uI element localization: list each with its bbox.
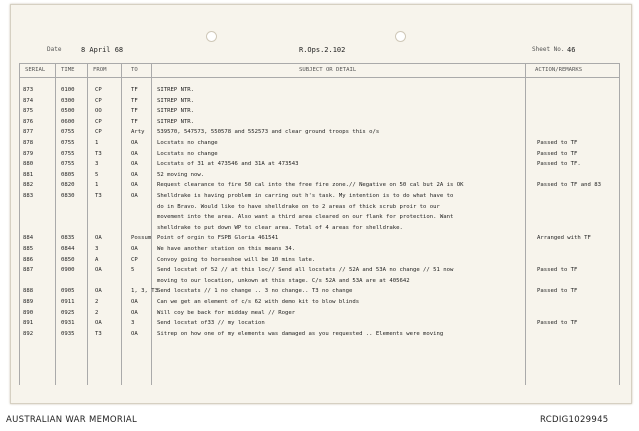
cell-time: 0100 <box>61 87 75 93</box>
cell-time: 0300 <box>61 97 75 104</box>
cell-to: OA <box>131 161 138 168</box>
cell-subject-line: Send locstats // 1 no change .. 3 no change.. T3 no change <box>157 288 353 295</box>
cell-serial: 876 <box>23 118 34 125</box>
cell-time: 0900 <box>61 267 75 274</box>
cell-time: 0755 <box>61 140 75 146</box>
cell-time: 0820 <box>61 182 75 189</box>
cell-from: 5 <box>95 171 99 178</box>
table-row <box>11 297 631 308</box>
cell-from: 3 <box>95 161 99 168</box>
cell-subject-line: Send locstat of 52 // at this loc// Send all locstats // 52A and 53A no change // 51 now <box>157 267 454 274</box>
cell-serial: 882 <box>23 182 34 189</box>
cell-serial: 883 <box>23 193 34 199</box>
cell-to: 5 <box>131 267 135 274</box>
cell-subject-line: SITREP NTR. <box>157 97 195 104</box>
table-row <box>11 170 631 181</box>
cell-from: T3 <box>95 150 102 157</box>
cell-serial: 892 <box>23 330 34 337</box>
cell-time: 0500 <box>61 108 75 115</box>
table-row <box>11 85 631 96</box>
cell-time: 0931 <box>61 320 75 327</box>
cell-subject-line: 539570, 547573, 550578 and 552573 and clear ground troops this o/s <box>157 129 380 136</box>
cell-from: 2 <box>95 299 99 305</box>
cell-from: OA <box>95 320 102 327</box>
column-header-from: FROM <box>93 67 107 73</box>
cell-from: CP <box>95 118 102 125</box>
cell-from: CP <box>95 97 102 104</box>
cell-subject-line: Locstats of 31 at 473546 and 31A at 473543 <box>157 161 299 168</box>
table-row <box>11 117 631 128</box>
cell-serial: 891 <box>23 320 34 327</box>
cell-time: 0805 <box>61 171 75 178</box>
cell-serial: 889 <box>23 299 34 305</box>
cell-serial: 886 <box>23 256 34 263</box>
cell-subject-line: Sitrep on how one of my elements was damaged as you requested .. Elements were moving <box>157 330 444 337</box>
column-header-time: TIME <box>61 67 75 73</box>
cell-to: 3 <box>131 320 135 327</box>
cell-subject-line: shelldrake to put down WP to clear area. Total of 4 areas for shelldrake. <box>157 224 403 231</box>
cell-time: 0905 <box>61 288 75 295</box>
cell-serial: 890 <box>23 309 34 316</box>
cell-serial: 888 <box>23 288 34 295</box>
cell-to: OA <box>131 140 138 146</box>
cell-to: CP <box>131 256 138 263</box>
date-label: Date <box>47 46 62 53</box>
table-row <box>11 308 631 319</box>
cell-from: 3 <box>95 246 99 252</box>
cell-from: OA <box>95 288 102 295</box>
column-header-serial: SERIAL <box>25 67 46 73</box>
cell-action: Passed to TF <box>537 267 578 274</box>
table-row <box>11 233 631 244</box>
cell-serial: 887 <box>23 267 34 274</box>
cell-action: Passed to TF. <box>537 161 581 168</box>
cell-action: Arranged with TF <box>537 235 591 242</box>
cell-serial: 877 <box>23 129 34 136</box>
cell-subject-line: SITREP NTR. <box>157 87 195 93</box>
table-row <box>11 329 631 340</box>
cell-to: TF <box>131 108 138 115</box>
cell-time: 0830 <box>61 193 75 199</box>
cell-time: 0911 <box>61 299 75 305</box>
cell-from: 1 <box>95 140 99 146</box>
cell-to: TF <box>131 118 138 125</box>
cell-to: TF <box>131 87 138 93</box>
table-row <box>11 149 631 160</box>
table-row <box>11 138 631 149</box>
cell-serial: 884 <box>23 235 34 242</box>
cell-from: 2 <box>95 309 99 316</box>
cell-to: OA <box>131 171 138 178</box>
table-row <box>11 106 631 117</box>
cell-action: Passed to TF <box>537 288 578 295</box>
table-row <box>11 265 631 286</box>
date-value: 8 April 68 <box>81 46 124 54</box>
table-top-rule <box>19 63 619 64</box>
cell-subject-line: Shelldrake is having problem in carring out h's task. My intention is to do what have to <box>157 193 454 199</box>
cell-to: Arty <box>131 129 145 136</box>
cell-time: 0755 <box>61 150 75 157</box>
table-header-rule <box>19 77 619 78</box>
sheet-value: 46 <box>567 46 576 54</box>
column-header-to: TO <box>131 67 138 73</box>
cell-subject-line: Can we get an element of c/s 62 with demo kit to blow blinds <box>157 299 360 305</box>
cell-from: CP <box>95 129 102 136</box>
cell-time: 0925 <box>61 309 75 316</box>
cell-from: CP <box>95 87 102 93</box>
footer-right: RCDIG1029945 <box>540 415 609 425</box>
cell-time: 0844 <box>61 246 75 252</box>
column-header-subject: SUBJECT OR DETAIL <box>299 67 357 73</box>
table-row <box>11 96 631 107</box>
table-row <box>11 255 631 266</box>
document-sheet <box>10 4 632 404</box>
cell-to: OA <box>131 299 138 305</box>
table-row <box>11 127 631 138</box>
cell-time: 0755 <box>61 161 75 168</box>
cell-subject-line: Locstats no change <box>157 140 218 146</box>
cell-to: OA <box>131 150 138 157</box>
cell-to: TF <box>131 97 138 104</box>
cell-to: OA <box>131 246 138 252</box>
cell-serial: 878 <box>23 140 34 146</box>
cell-to: OA <box>131 330 138 337</box>
cell-time: 0600 <box>61 118 75 125</box>
cell-serial: 881 <box>23 171 34 178</box>
cell-action: Passed to TF <box>537 320 578 327</box>
cell-serial: 875 <box>23 108 34 115</box>
cell-serial: 879 <box>23 150 34 157</box>
cell-subject-line: Convoy going to horseshoe will be 10 mins late. <box>157 256 316 263</box>
cell-from: T3 <box>95 193 102 199</box>
page-title: R.Ops.2.102 <box>299 46 346 54</box>
table-row <box>11 286 631 297</box>
cell-time: 0755 <box>61 129 75 136</box>
cell-subject-line: Request clearance to fire 50 cal into the free fire zone.// Negative on 50 cal but 2A is OK <box>157 182 464 189</box>
cell-subject-line: Will coy be back for midday meal // Roger <box>157 309 296 316</box>
cell-from: OA <box>95 267 102 274</box>
cell-action: Passed to TF <box>537 150 578 157</box>
punch-hole <box>206 31 217 42</box>
table-row <box>11 159 631 170</box>
cell-to: 1, 3, T3 <box>131 288 158 295</box>
cell-from: 1 <box>95 182 99 189</box>
cell-serial: 874 <box>23 97 34 104</box>
cell-serial: 885 <box>23 246 34 252</box>
cell-to: Possum <box>131 235 152 242</box>
cell-action: Passed to TF <box>537 140 578 146</box>
cell-serial: 880 <box>23 161 34 168</box>
cell-from: A <box>95 256 99 263</box>
cell-subject-line: movement into the area. Also want a third area cleared on our flank for protection. Want <box>157 214 454 221</box>
table-row <box>11 191 631 233</box>
table-row <box>11 244 631 255</box>
cell-subject-line: SITREP NTR. <box>157 108 195 115</box>
punch-hole <box>395 31 406 42</box>
column-header-action: ACTION/REMARKS <box>535 67 583 73</box>
cell-subject-line: Send locstat of33 // my location <box>157 320 265 327</box>
table-row <box>11 180 631 191</box>
cell-time: 0935 <box>61 330 75 337</box>
cell-subject-line: Locstats no change <box>157 150 218 157</box>
cell-to: OA <box>131 182 138 189</box>
cell-to: OA <box>131 309 138 316</box>
cell-subject-line: moving to our location, unkown at this stage. C/s 52A and 53A are at 405642 <box>157 277 410 284</box>
cell-serial: 873 <box>23 87 34 93</box>
footer-left: AUSTRALIAN WAR MEMORIAL <box>6 415 138 425</box>
cell-subject-line: do in Bravo. Would like to have shelldrake on to 2 areas of thick scrub proir to our <box>157 203 440 210</box>
cell-subject-line: 52 moving now. <box>157 171 205 178</box>
cell-from: OO <box>95 108 102 115</box>
table-row <box>11 318 631 329</box>
cell-subject-line: We have another station on this means 34. <box>157 246 296 252</box>
sheet-label: Sheet No. <box>532 46 565 53</box>
cell-from: OA <box>95 235 102 242</box>
cell-time: 0835 <box>61 235 75 242</box>
cell-action: Passed to TF and 83 <box>537 182 601 189</box>
cell-time: 0850 <box>61 256 75 263</box>
cell-subject-line: Point of orgin to FSPB Gloria 461541 <box>157 235 279 242</box>
cell-subject-line: SITREP NTR. <box>157 118 195 125</box>
cell-from: T3 <box>95 330 102 337</box>
cell-to: OA <box>131 193 138 199</box>
